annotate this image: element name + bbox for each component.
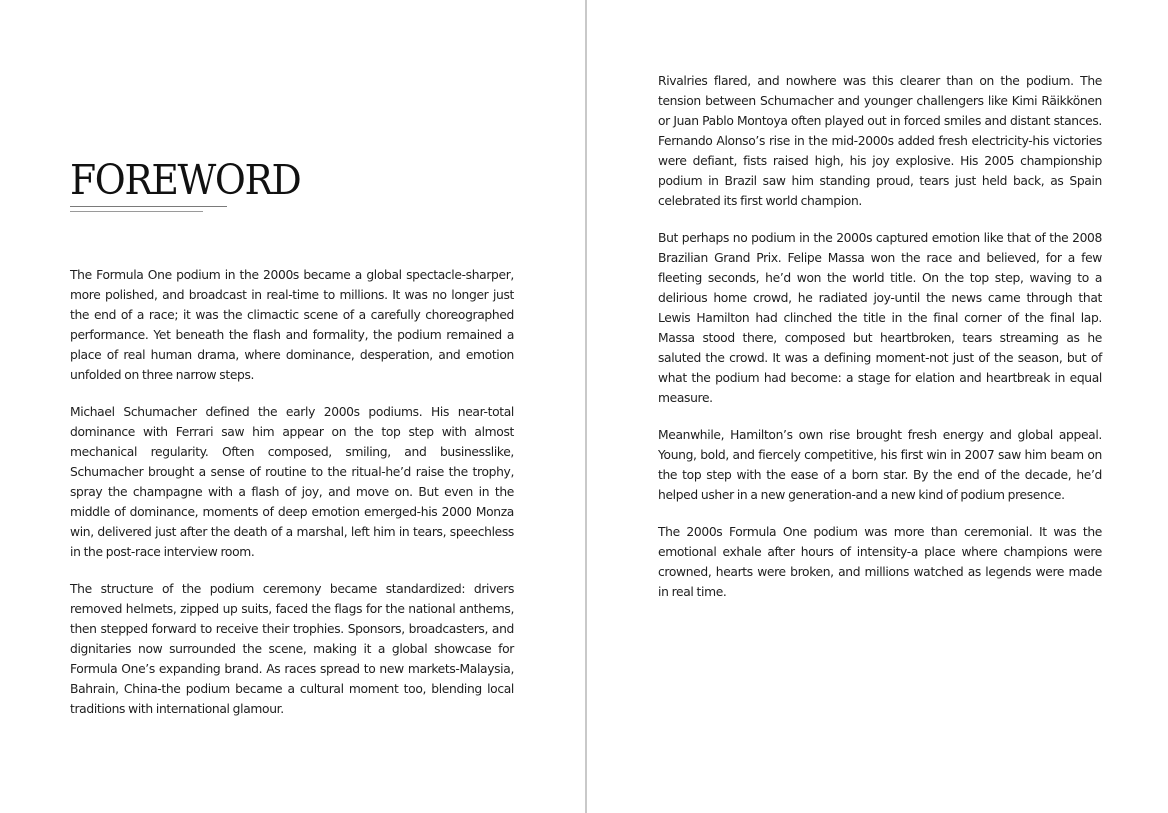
page-title: FOREWORD — [70, 156, 301, 204]
left-text-column — [70, 265, 514, 719]
right-text-column — [658, 71, 1102, 619]
paragraph: Rivalries flared, and nowhere was this clearer than on the podium. The tension between Schumacher and younger challengers like Kimi Räikkönen or Juan Pablo Montoya often played out in forced smiles and distant stances. Fernando Alonso’s rise in the mid-2000s added fresh electricity-his victories were defiant, fists raised high, his joy explosive. His 2005 championship podium in Brazil saw him standing proud, tears just held back, as Spain celebrated its first world champion. — [658, 74, 1102, 208]
paragraph: But perhaps no podium in the 2000s captured emotion like that of the 2008 Brazilian Grand Prix. Felipe Massa won the race and believed, for a few fleeting seconds, he’d won the world title. On the top step, waving to a delirious home crowd, he radiated joy-until the news came through that Lewis Hamilton had clinched the title in the final corner of the final lap. Massa stood there, composed but heartbroken, tears streaming as he saluted the crowd. It was a defining moment-not just of the season, but of what the podium had become: a stage for elation and heartbreak in equal measure. — [658, 231, 1102, 405]
title-underline-long — [70, 206, 227, 207]
right-page — [587, 0, 1168, 813]
title-underline-short — [70, 211, 203, 212]
paragraph: Michael Schumacher defined the early 2000s podiums. His near-total dominance with Ferrari saw him appear on the top step with almost mechanical regularity. Often composed, smiling, and businesslike, Schumacher brought a sense of routine to the ritual-he’d raise the trophy, spray the champagne with a flash of joy, and move on. But even in the middle of dominance, moments of deep emotion emerged-his 2000 Monza win, delivered just after the death of a marshal, left him in tears, speechless in the post-race interview room. — [70, 405, 514, 559]
paragraph: The Formula One podium in the 2000s became a global spectacle-sharper, more polished, and broadcast in real-time to millions. It was no longer just the end of a race; it was the climactic scene of a carefully choreographed performance. Yet beneath the flash and formality, the podium remained a place of real human drama, where dominance, desperation, and emotion unfolded on three narrow steps. — [70, 268, 514, 382]
paragraph: Meanwhile, Hamilton’s own rise brought fresh energy and global appeal. Young, bold, and fiercely competitive, his first win in 2007 saw him beam on the top step with the ease of a born star. By the end of the decade, he’d helped usher in a new generation-and a new kind of podium presence. — [658, 428, 1102, 502]
paragraph: The structure of the podium ceremony became standardized: drivers removed helmets, zipped up suits, faced the flags for the national anthems, then stepped forward to receive their trophies. Sponsors, broadcasters, and dignitaries now surrounded the scene, making it a global showcase for Formula One’s expanding brand. As races spread to new markets-Malaysia, Bahrain, China-the podium became a cultural moment too, blending local traditions with international glamour. — [70, 582, 514, 716]
paragraph: The 2000s Formula One podium was more than ceremonial. It was the emotional exhale after hours of intensity-a place where champions were crowned, hearts were broken, and millions watched as legends were made in real time. — [658, 525, 1102, 599]
